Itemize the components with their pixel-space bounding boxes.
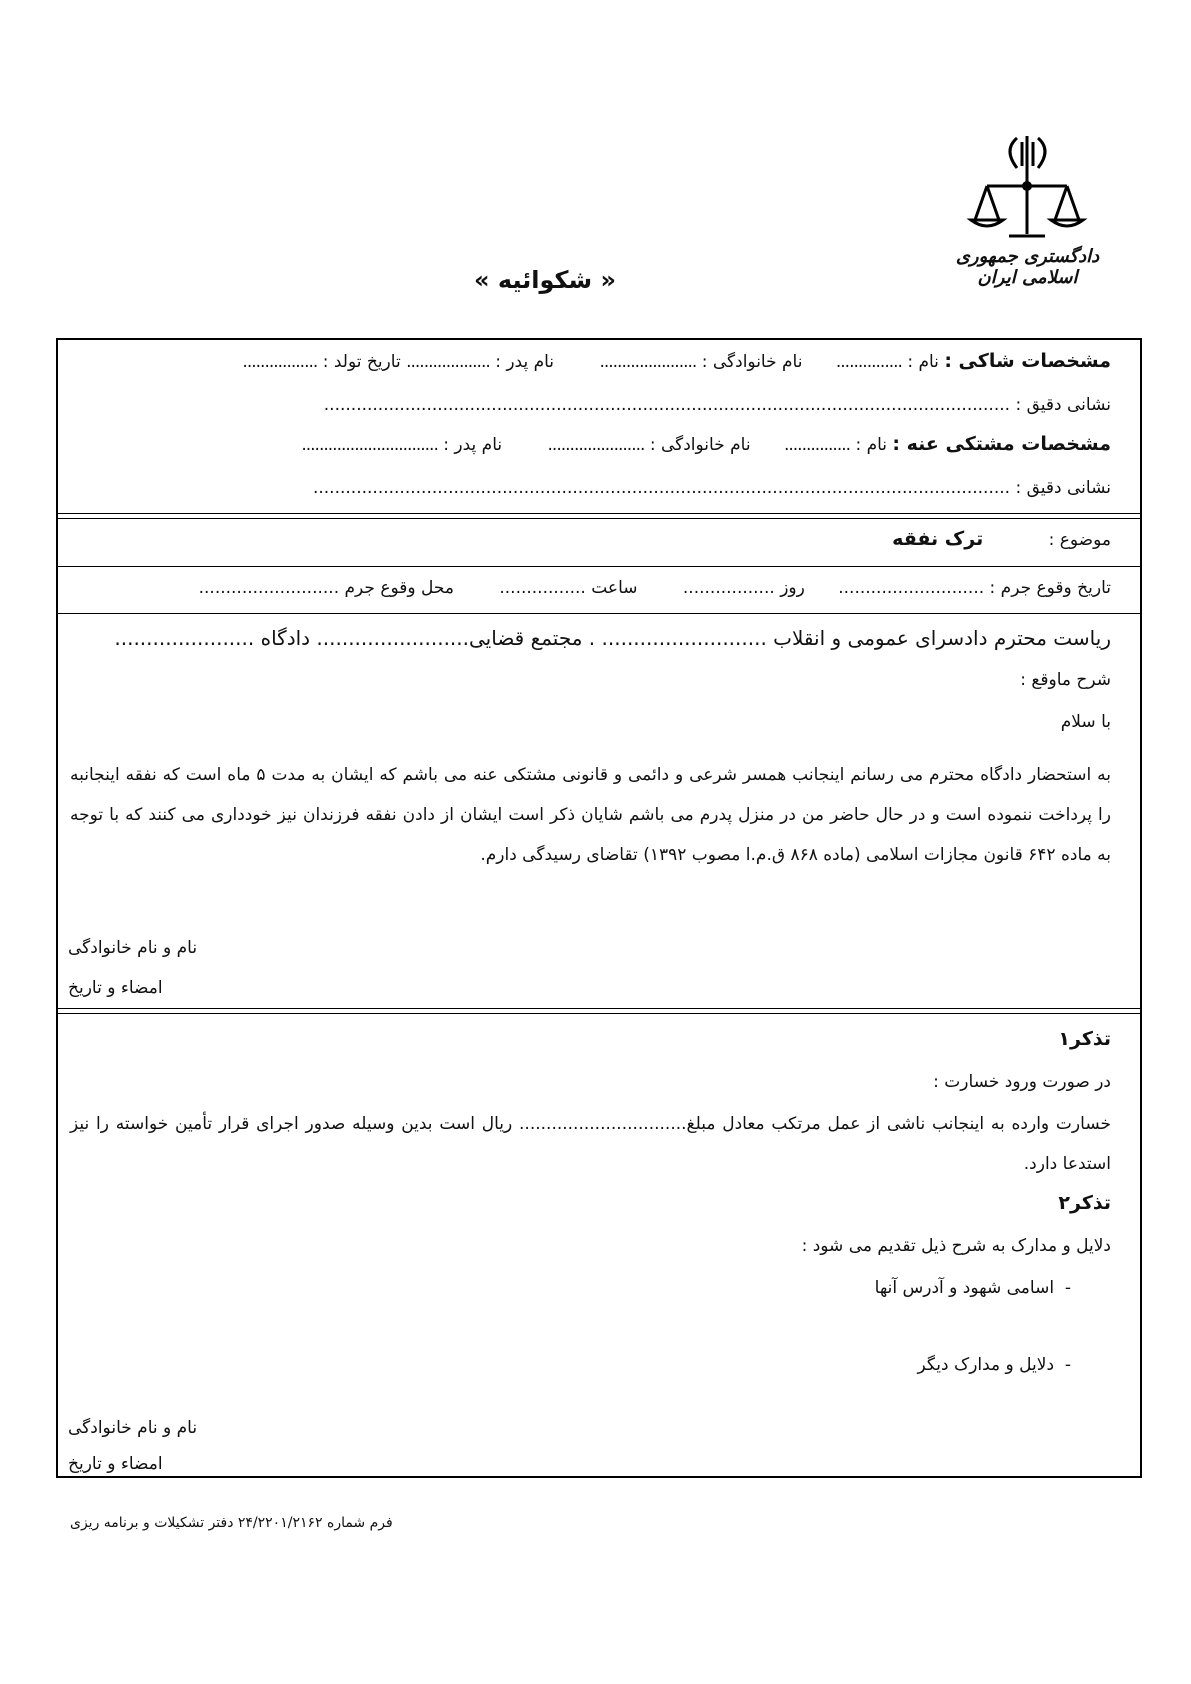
court-name: دادگستری جمهوری اسلامی ایران xyxy=(955,246,1100,288)
note1-text[interactable]: خسارت وارده به اینجانب ناشی از عمل مرتکب معادل مبلغ............................... ریال است بدین وسیله صدور اجرای قرار تأمین خواسته را نیز استدعا دارد. xyxy=(70,1114,1111,1174)
page-title: « شکوائیه » xyxy=(474,266,616,294)
accused-address-label: نشانی دقیق : xyxy=(1015,478,1111,498)
signature-name: نام و نام خانوادگی xyxy=(68,938,198,958)
accused-family-field[interactable]: ...................... xyxy=(547,435,645,455)
accused-father-label: نام پدر : xyxy=(443,435,503,455)
crime-date-label: تاریخ وقوع جرم : xyxy=(989,578,1111,598)
bullet-dash: - xyxy=(1054,1355,1071,1375)
signature-date: امضاء و تاریخ xyxy=(68,1454,163,1474)
complaint-paragraph[interactable]: به استحضار دادگاه محترم می رسانم اینجانب همسر شرعی و دائمی و قانونی مشتکی عنه می باشم که ایشان به مدت ۵ ماه است که نفقه اینجانبه را پرداخت ننموده است و در حال حاضر من در منزل پدرم می باشم شایان ذکر است ایشان از دادن نفقه فرزندان نیز خودداری می کنند که با توجه به ماده ۶۴۲ قانون مجازات اسلامی (ماده ۸۶۸ ق.م.ا مصوب ۱۳۹۲) تقاضای رسیدگی دارم. xyxy=(70,765,1112,865)
accused-address-field[interactable]: ................................................................................................................................. xyxy=(312,478,1011,498)
complainant-section-label: مشخصات شاکی : xyxy=(944,350,1111,372)
evidence-item-text[interactable]: دلایل و مدارک دیگر xyxy=(917,1355,1055,1375)
signature-date: امضاء و تاریخ xyxy=(68,978,163,998)
complainant-family-label: نام خانوادگی : xyxy=(701,352,803,372)
subject-row xyxy=(892,528,1111,550)
evidence-item xyxy=(875,1278,1071,1298)
note2-title xyxy=(1058,1192,1111,1214)
crime-time-row xyxy=(199,578,1111,598)
crime-hour-field[interactable]: ................ xyxy=(499,578,586,598)
accused-section-label: مشخصات مشتکی عنه : xyxy=(892,433,1111,455)
accused-name-field[interactable]: ............... xyxy=(783,435,851,455)
complaint-form xyxy=(56,338,1142,1478)
note1-title-text: تذکر۱ xyxy=(1058,1028,1111,1050)
complainant-address-field[interactable]: ............................................................................................................................... xyxy=(323,395,1011,415)
bullet-dash: - xyxy=(1054,1278,1071,1298)
crime-day-field[interactable]: ................. xyxy=(682,578,775,598)
complainant-name-field[interactable]: ............... xyxy=(835,352,902,372)
form-footer: فرم شماره ۲۴/۲۲۰۱/۲۱۶۲ دفتر تشکیلات و برنامه ریزی xyxy=(70,1515,393,1531)
addressee-line: ریاست محترم دادسرای عمومی و انقلاب .......................... . مجتمع قضایی........................ دادگاه ...................... xyxy=(114,626,1111,650)
evidence-item xyxy=(918,1355,1072,1375)
complainant-father-label: نام پدر : xyxy=(495,352,555,372)
judiciary-emblem xyxy=(925,128,1130,288)
signature-name: نام و نام خانوادگی xyxy=(68,1418,198,1438)
complainant-row xyxy=(242,350,1111,372)
scales-of-justice-icon xyxy=(925,128,1130,243)
divider xyxy=(58,513,1140,519)
accused-row xyxy=(301,433,1111,455)
evidence-item-text[interactable]: اسامی شهود و آدرس آنها xyxy=(874,1278,1055,1298)
divider xyxy=(58,613,1140,614)
crime-place-field[interactable]: .......................... xyxy=(198,578,340,598)
greeting: با سلام xyxy=(1060,712,1111,732)
crime-day-label: روز xyxy=(780,578,805,598)
complainant-family-field[interactable]: ...................... xyxy=(599,352,697,372)
note2-intro: دلایل و مدارک به شرح ذیل تقدیم می شود : xyxy=(801,1236,1111,1256)
accused-family-label: نام خانوادگی : xyxy=(649,435,751,455)
complainant-address-label: نشانی دقیق : xyxy=(1015,395,1111,415)
accused-address-row xyxy=(313,478,1111,498)
note1-title xyxy=(1058,1028,1111,1050)
complainant-birth-label: تاریخ تولد : xyxy=(322,352,401,372)
complainant-name-label: نام : xyxy=(907,352,939,372)
divider xyxy=(58,1008,1140,1014)
crime-place-label: محل وقوع جرم xyxy=(344,578,454,598)
complainant-father-field[interactable]: ................... xyxy=(406,352,490,372)
accused-name-label: نام : xyxy=(855,435,888,455)
complainant-address-row xyxy=(324,395,1111,415)
description-label: شرح ماوقع : xyxy=(1020,670,1111,690)
complainant-birth-field[interactable]: ................. xyxy=(242,352,318,372)
crime-hour-label: ساعت xyxy=(591,578,638,598)
note2-title-text: تذکر۲ xyxy=(1058,1192,1111,1214)
crime-date-field[interactable]: ........................... xyxy=(838,578,985,598)
divider xyxy=(58,566,1140,567)
subject-value[interactable]: ترک نفقه xyxy=(892,528,984,550)
accused-father-field[interactable]: ............................... xyxy=(301,435,438,455)
subject-label: موضوع : xyxy=(1048,530,1111,550)
note1-intro: در صورت ورود خسارت : xyxy=(933,1072,1111,1092)
